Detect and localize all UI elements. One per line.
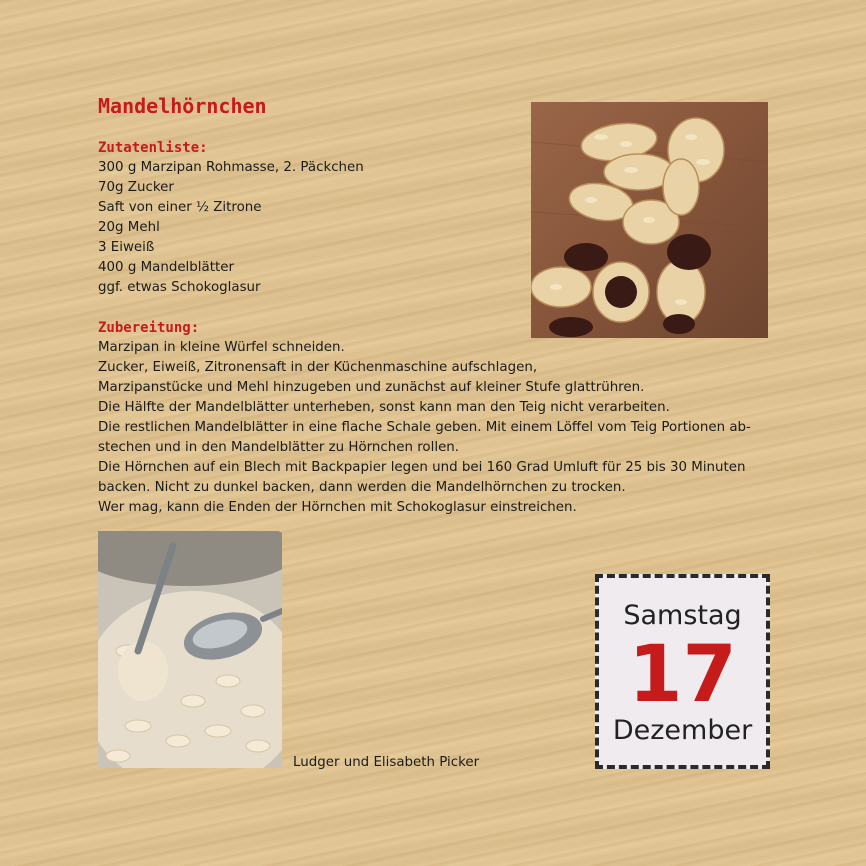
preparation-line: Die Hörnchen auf ein Blech mit Backpapier legen und bei 160 Grad Umluft für 25 bis 30 Minuten xyxy=(98,460,746,475)
almond-flakes-photo xyxy=(98,531,282,768)
preparation-section xyxy=(98,318,763,518)
calendar-day-number: 17 xyxy=(628,630,737,720)
preparation-line: backen. Nicht zu dunkel backen, dann werden die Mandelhörnchen zu trocken. xyxy=(98,480,626,495)
author-credit: Ludger und Elisabeth Picker xyxy=(293,755,480,770)
cookies-photo-illustration xyxy=(531,102,768,338)
calendar-month: Dezember xyxy=(612,715,753,746)
ingredient-item: 300 g Marzipan Rohmasse, 2. Päckchen xyxy=(98,160,364,175)
calendar-weekday: Samstag xyxy=(623,600,742,631)
preparation-heading: Zubereitung: xyxy=(98,320,200,336)
ingredients-section xyxy=(98,138,518,298)
ingredient-item: 400 g Mandelblätter xyxy=(98,260,234,275)
preparation-line: Die restlichen Mandelblätter in eine flache Schale geben. Mit einem Löffel vom Teig Portionen ab- xyxy=(98,420,751,435)
preparation-line: Die Hälfte der Mandelblätter unterheben, sonst kann man den Teig nicht verarbeiten. xyxy=(98,400,670,415)
almond-flakes-photo-illustration xyxy=(98,531,282,768)
cookies-photo xyxy=(531,102,768,338)
recipe-title: Mandelhörnchen xyxy=(98,94,267,118)
ingredient-item: ggf. etwas Schokoglasur xyxy=(98,280,261,295)
preparation-line: Wer mag, kann die Enden der Hörnchen mit Schokoglasur einstreichen. xyxy=(98,500,577,515)
ingredient-item: 20g Mehl xyxy=(98,220,160,235)
ingredient-item: 70g Zucker xyxy=(98,180,174,195)
ingredients-heading: Zutatenliste: xyxy=(98,140,208,156)
preparation-line: Marzipan in kleine Würfel schneiden. xyxy=(98,340,345,355)
calendar-date-box xyxy=(595,574,770,769)
ingredient-item: 3 Eiweiß xyxy=(98,240,155,255)
ingredient-item: Saft von einer ½ Zitrone xyxy=(98,200,262,215)
preparation-line: Zucker, Eiweiß, Zitronensaft in der Küchenmaschine aufschlagen, xyxy=(98,360,538,375)
preparation-line: stechen und in den Mandelblätter zu Hörnchen rollen. xyxy=(98,440,460,455)
preparation-line: Marzipanstücke und Mehl hinzugeben und zunächst auf kleiner Stufe glattrühren. xyxy=(98,380,645,395)
